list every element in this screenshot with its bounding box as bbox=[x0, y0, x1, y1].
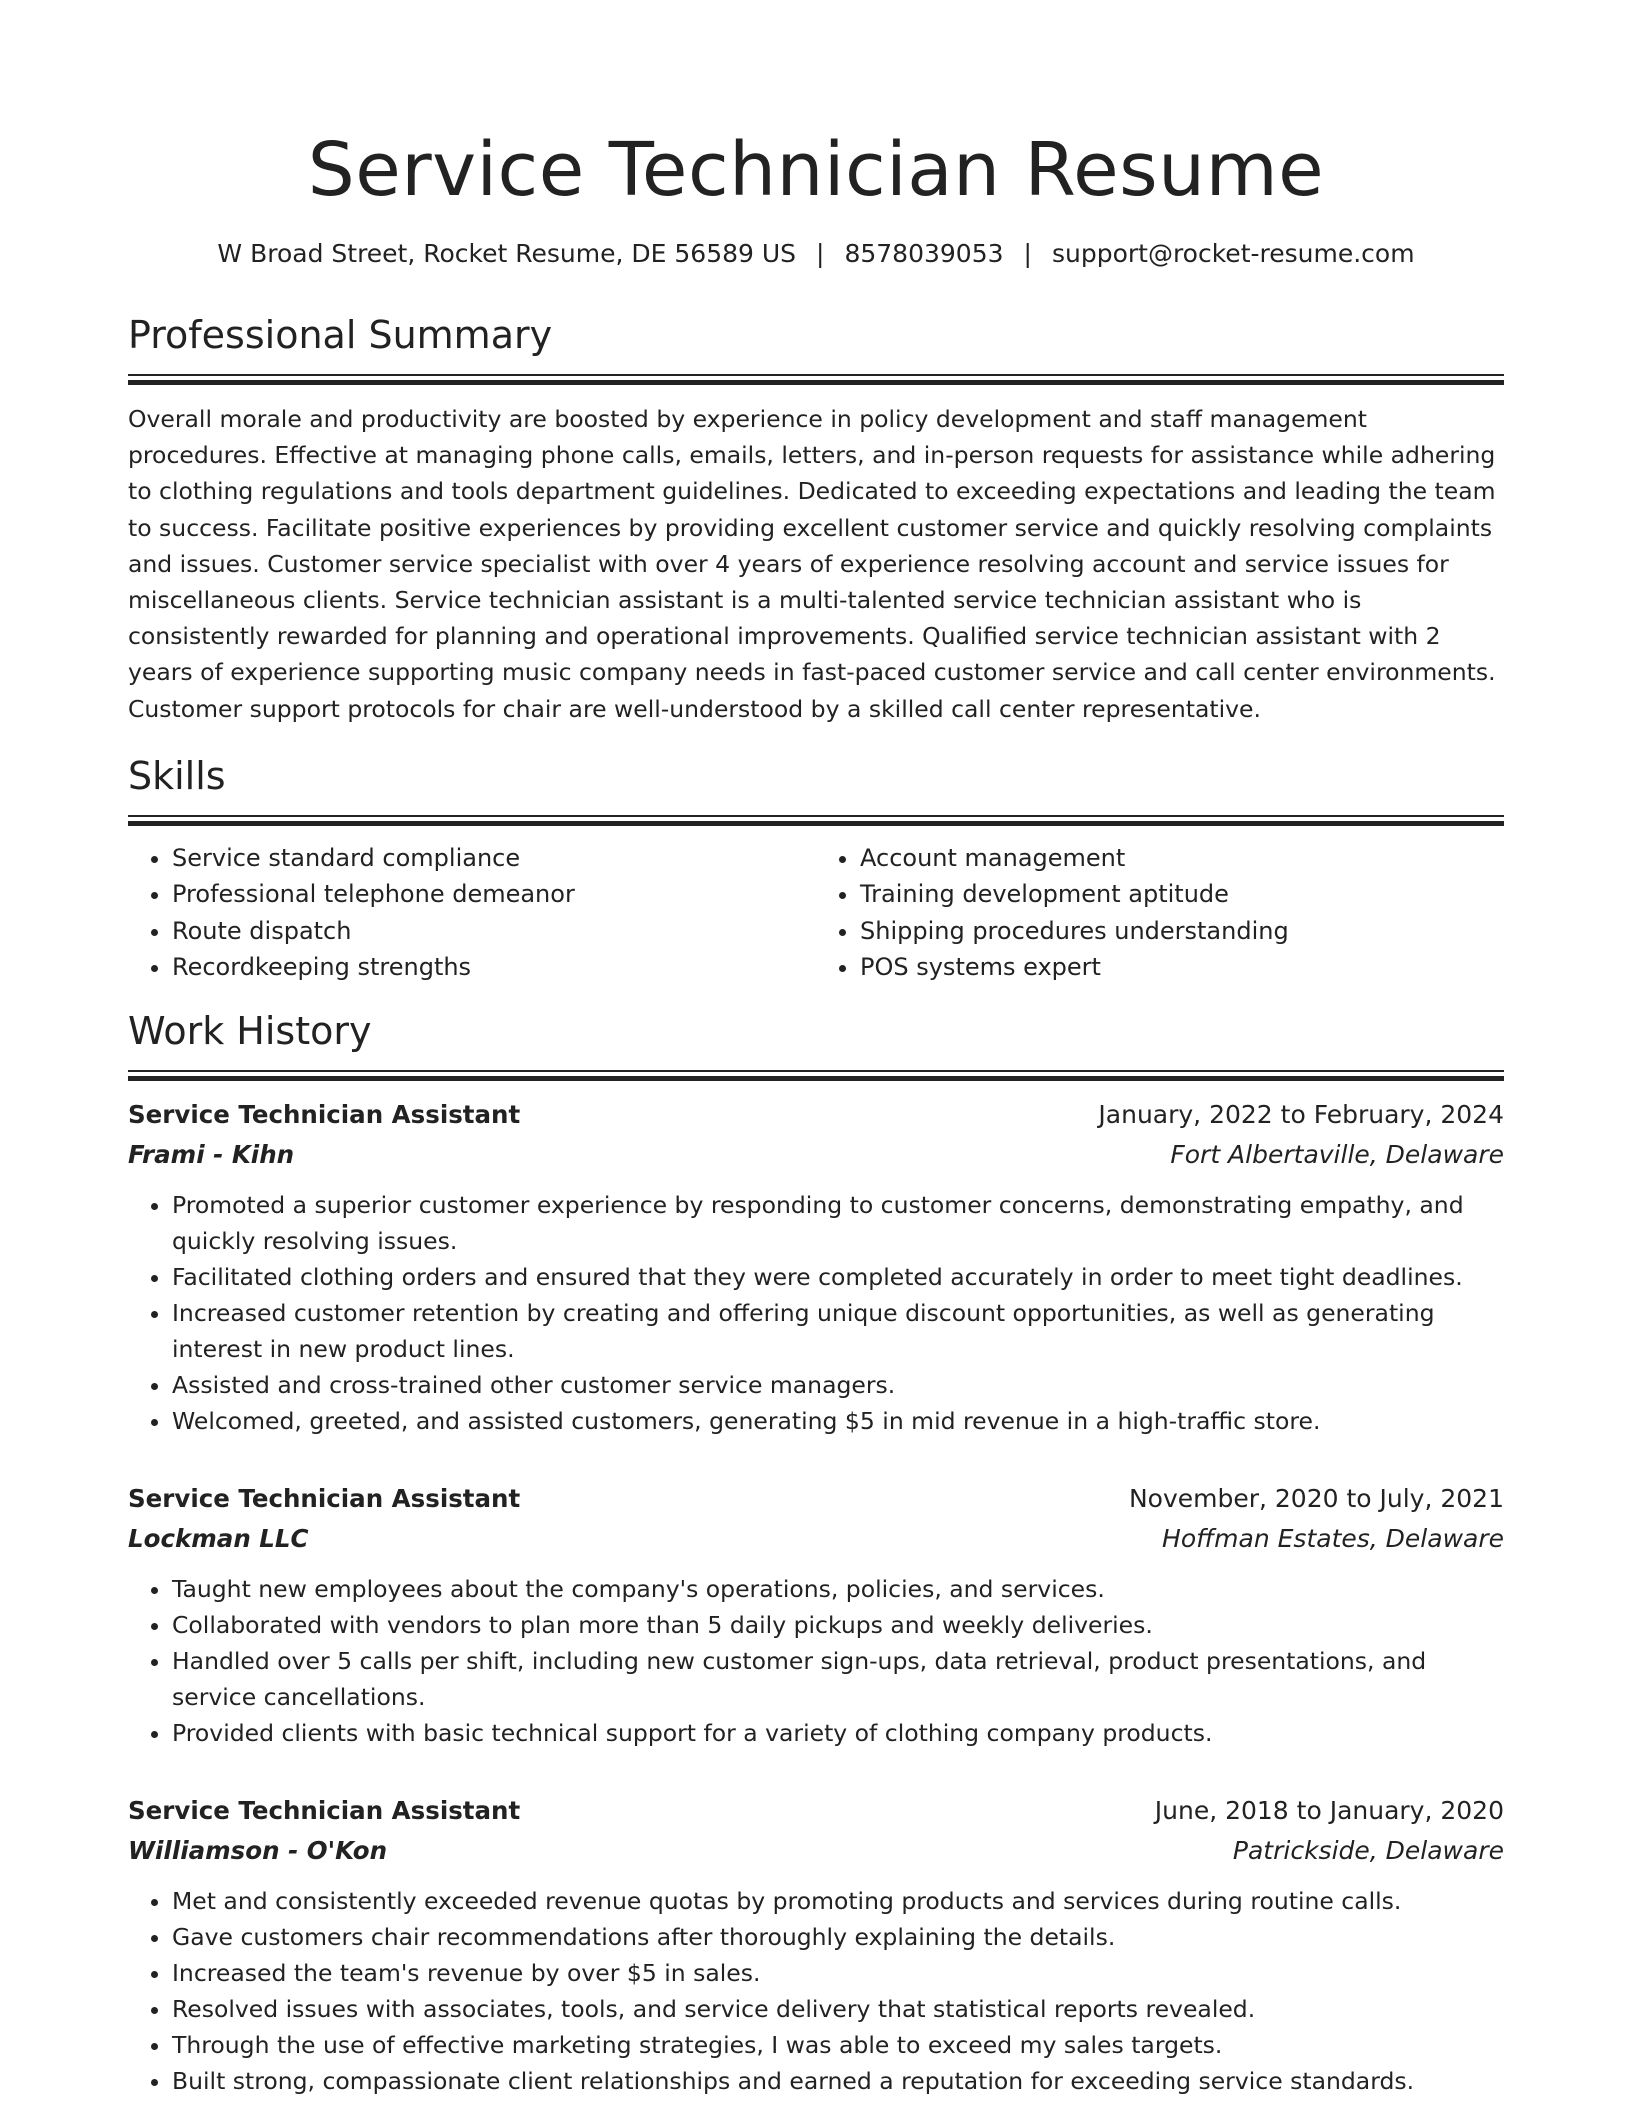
job-company: Lockman LLC bbox=[128, 1523, 309, 1553]
job-company-row bbox=[128, 1135, 1504, 1175]
summary-text: Overall morale and productivity are boosted by experience in policy development and staff management procedures. Effective at managing phone calls, emails, letters, and in-person requests for assistance while adhering to clothing regulations and tools department guidelines. Dedicated to exceeding expectations and leading the team to success. Facilitate positive experiences by providing excellent customer service and quickly resolving complaints and issues. Customer service specialist with over 4 years of experience resolving account and service issues for miscellaneous clients. Service technician assistant is a multi-talented service technician assistant who is consistently rewarded for planning and operational improvements. Qualified service technician assistant with 2 years of experience supporting music company needs in fast-paced customer service and call center environments. Customer support protocols for chair are well-understood by a skilled call center representative. bbox=[128, 405, 1496, 723]
skill-item: • Recordkeeping strengths bbox=[172, 949, 816, 986]
skills-section bbox=[128, 753, 1504, 986]
contact-separator: | bbox=[1023, 239, 1032, 268]
job-bullet: • Gave customers chair recommendations after thoroughly explaining the details. bbox=[172, 1919, 1504, 1955]
skill-item: • Shipping procedures understanding bbox=[860, 913, 1504, 950]
job-dates: June, 2018 to January, 2020 bbox=[1154, 1795, 1504, 1825]
resume-title: Service Technician Resume bbox=[307, 127, 1325, 213]
job-bullet: • Welcomed, greeted, and assisted customers, generating $5 in mid revenue in a high-traffic store. bbox=[172, 1403, 1504, 1439]
job-bullet: • Through the use of effective marketing strategies, I was able to exceed my sales targets. bbox=[172, 2027, 1504, 2063]
job-bullet: • Assisted and cross-trained other customer service managers. bbox=[172, 1367, 1504, 1403]
skills-column-right bbox=[816, 840, 1504, 986]
skills-column-left bbox=[128, 840, 816, 986]
contact-email: support@rocket-resume.com bbox=[1051, 239, 1415, 268]
job-location: Fort Albertaville, Delaware bbox=[1170, 1139, 1504, 1169]
contact-separator: | bbox=[816, 239, 825, 268]
job-entry bbox=[128, 1095, 1504, 1439]
job-company-row bbox=[128, 1519, 1504, 1559]
job-company: Frami - Kihn bbox=[128, 1139, 295, 1169]
section-heading-skills: Skills bbox=[128, 753, 226, 798]
section-heading-summary: Professional Summary bbox=[128, 313, 553, 357]
professional-summary-section bbox=[128, 312, 1504, 727]
job-bullet: • Resolved issues with associates, tools, and service delivery that statistical reports revealed. bbox=[172, 1991, 1504, 2027]
job-bullets bbox=[128, 1883, 1504, 2099]
job-entry bbox=[128, 1791, 1504, 2099]
job-title: Service Technician Assistant bbox=[128, 1483, 521, 1513]
skill-item: • POS systems expert bbox=[860, 949, 1504, 986]
job-header-row bbox=[128, 1791, 1504, 1831]
job-bullets bbox=[128, 1187, 1504, 1439]
job-header-row bbox=[128, 1479, 1504, 1519]
job-location: Hoffman Estates, Delaware bbox=[1162, 1523, 1504, 1553]
job-bullet: • Collaborated with vendors to plan more than 5 daily pickups and weekly deliveries. bbox=[172, 1607, 1504, 1643]
section-divider bbox=[128, 1070, 1504, 1081]
job-title: Service Technician Assistant bbox=[128, 1795, 521, 1825]
job-header-row bbox=[128, 1095, 1504, 1135]
job-bullet: • Promoted a superior customer experience by responding to customer concerns, demonstrating empathy, and quickly resolving issues. bbox=[172, 1187, 1504, 1259]
skills-grid bbox=[128, 840, 1504, 986]
work-history-section bbox=[128, 1008, 1504, 2099]
section-divider bbox=[128, 374, 1504, 385]
job-dates: January, 2022 to February, 2024 bbox=[1098, 1099, 1504, 1129]
skill-item: • Account management bbox=[860, 840, 1504, 877]
skill-item: • Service standard compliance bbox=[172, 840, 816, 877]
contact-address: W Broad Street, Rocket Resume, DE 56589 US bbox=[217, 239, 797, 268]
job-bullet: • Increased customer retention by creating and offering unique discount opportunities, as well as generating interest in new product lines. bbox=[172, 1295, 1504, 1367]
job-title: Service Technician Assistant bbox=[128, 1099, 521, 1129]
skill-item: • Route dispatch bbox=[172, 913, 816, 950]
section-heading-work-history: Work History bbox=[128, 1008, 372, 1053]
job-bullet: • Provided clients with basic technical support for a variety of clothing company products. bbox=[172, 1715, 1504, 1751]
job-company-row bbox=[128, 1831, 1504, 1871]
job-bullet: • Met and consistently exceeded revenue quotas by promoting products and services during routine calls. bbox=[172, 1883, 1504, 1919]
job-company: Williamson - O'Kon bbox=[128, 1835, 388, 1865]
contact-phone: 8578039053 bbox=[844, 239, 1004, 268]
job-bullet: • Facilitated clothing orders and ensured that they were completed accurately in order to meet tight deadlines. bbox=[172, 1259, 1504, 1295]
job-bullet: • Increased the team's revenue by over $5 in sales. bbox=[172, 1955, 1504, 1991]
section-divider bbox=[128, 815, 1504, 826]
job-bullet: • Handled over 5 calls per shift, including new customer sign-ups, data retrieval, product presentations, and service cancellations. bbox=[172, 1643, 1504, 1715]
job-dates: November, 2020 to July, 2021 bbox=[1128, 1483, 1504, 1513]
job-entry bbox=[128, 1479, 1504, 1751]
contact-line bbox=[128, 238, 1504, 270]
job-bullet: • Built strong, compassionate client relationships and earned a reputation for exceeding service standards. bbox=[172, 2063, 1504, 2099]
skill-item: • Professional telephone demeanor bbox=[172, 876, 816, 913]
job-location: Patrickside, Delaware bbox=[1232, 1835, 1504, 1865]
skill-item: • Training development aptitude bbox=[860, 876, 1504, 913]
job-bullets bbox=[128, 1571, 1504, 1751]
job-bullet: • Taught new employees about the company's operations, policies, and services. bbox=[172, 1571, 1504, 1607]
